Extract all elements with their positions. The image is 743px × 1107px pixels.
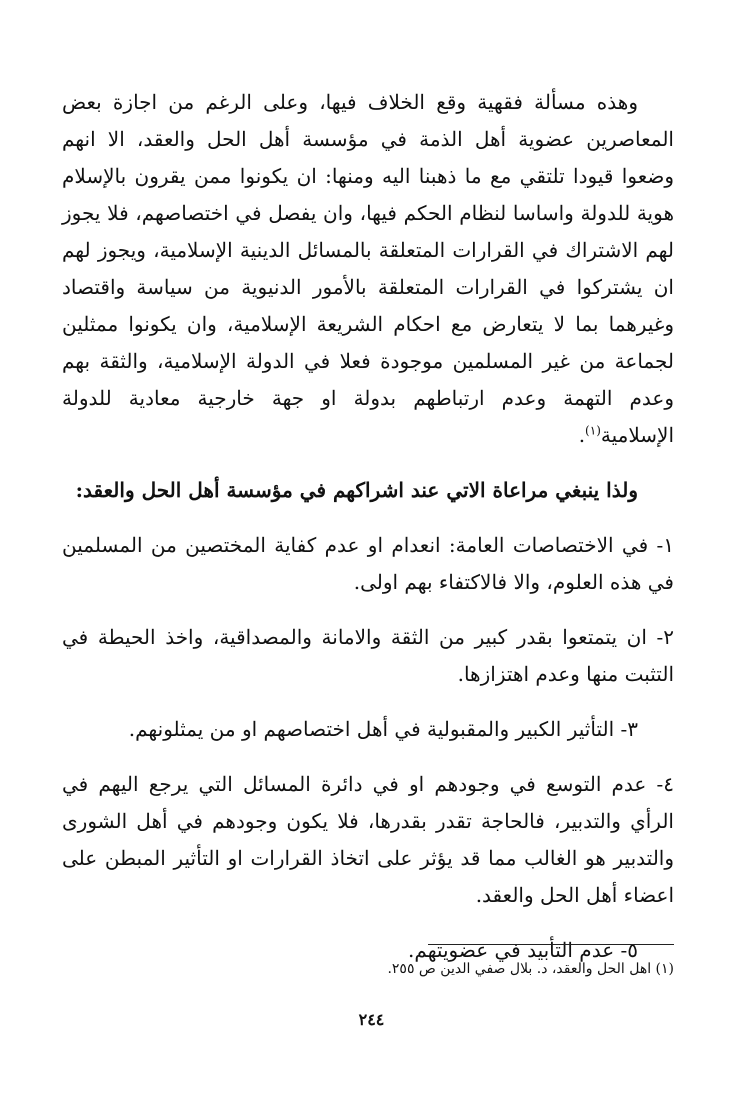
list-item-1: ١- في الاختصاصات العامة: انعدام او عدم كفاية المختصين من المسلمين في هذه العلوم، والا فالاكتفاء بهم اولى. [62,533,674,594]
page-number: ٢٤٤ [358,1010,385,1029]
intro-paragraph [62,84,674,454]
page-body [62,84,674,987]
intro-paragraph-text: وهذه مسألة فقهية وقع الخلاف فيها، وعلى الرغم من اجازة بعض المعاصرين عضوية أهل الذمة في مؤسسة أهل الحل والعقد، الا انهم وضعوا قيودا تلتقي مع ما ذهبنا اليه ومنها: ان يكونوا ممن يقرون بالإسلام هوية للدولة واساسا لنظام الحكم فيها، وان يفصل في اختصاصهم، فلا يجوز لهم الاشتراك في القرارات المتعلقة بالمسائل الدينية الإسلامية، ويجوز لهم ان يشتركوا في القرارات المتعلقة بالأمور الدنيوية من سياسة واقتصاد وغيرهما بما لا يتعارض مع احكام الشريعة الإسلامية، وان يكونوا ممثلين لجماعة من غير المسلمين موجودة فعلا في الدولة الإسلامية، والثقة بهم وعدم التهمة وعدم ارتباطهم بدولة او جهة خارجية معادية للدولة الإسلامية [62,90,674,447]
footnote-divider [428,944,674,945]
footnote-marker: (١) [585,423,601,438]
footnote: (١) اهل الحل والعقد، د. بلال صفي الدين ص ٢٥٥. [387,961,674,977]
list-item-2: ٢- ان يتمتعوا بقدر كبير من الثقة والامانة والمصداقية، واخذ الحيطة في التثبت منها وعدم اهتزازها. [62,625,675,686]
list-item-4: ٤- عدم التوسع في وجودهم او في دائرة المسائل التي يرجع اليهم في الرأي والتدبير، فالحاجة تقدر بقدرها، فلا يكون وجودهم في أهل الشورى والتدبير هو الغالب مما قد يؤثر على اتخاذ القرارات او التأثير المبطن على اعضاء أهل الحل والعقد. [62,772,674,907]
intro-paragraph-end: . [578,423,586,447]
list-item-3: ٣- التأثير الكبير والمقبولية في أهل اختصاصهم او من يمثلونهم. [128,717,638,741]
section-heading: ولذا ينبغي مراعاة الاتي عند اشراكهم في مؤسسة أهل الحل والعقد: [75,478,638,502]
list-item-5: ٥- عدم التأبيد في عضويتهم. [408,938,638,962]
